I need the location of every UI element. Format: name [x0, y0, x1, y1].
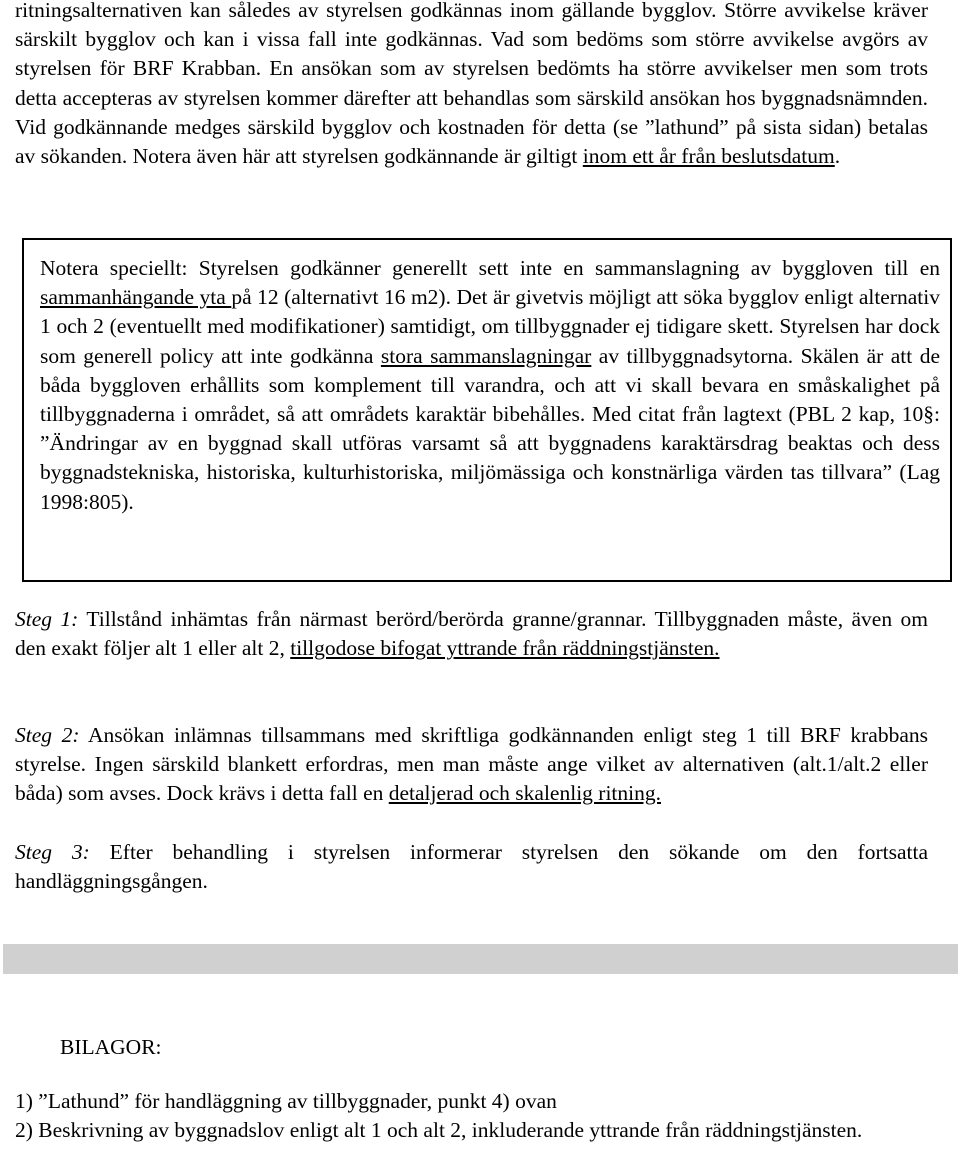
- note-text-1: Notera speciellt: Styrelsen godkänner generellt sett inte en sammanslagning av byggloven till en: [40, 256, 940, 280]
- note-box: [22, 238, 952, 582]
- attachments-list: [15, 1087, 945, 1145]
- step-1-text: Tillstånd inhämtas från närmast berörd/berörda granne/grannar. Tillbyggnaden måste, även om den exakt följer alt 1 eller alt 2,: [15, 607, 928, 661]
- intro-text-2: En ansökan som av styrelsen bedömts ha större avvikelser men som trots detta accepteras av styrelsen kommer därefter att behandlas som särskild ansökan hos byggnadsnämnden.: [15, 56, 928, 110]
- validity-period: inom ett år från beslutsdatum: [582, 144, 835, 169]
- intro-text-1: ritningsalternativen kan således av styrelsen godkännas inom gällande bygglov. Större avvikelse kräver särskilt bygglov och kan i vissa fall inte godkännas. Vad som bedöms som större avvikelse avgörs av styrelsen för BRF Krabban.: [15, 0, 928, 81]
- step-3: [15, 838, 928, 896]
- intro-paragraph: [15, 0, 928, 171]
- step-3-text: Efter behandling i styrelsen informerar styrelsen den sökande om den fortsatta handläggningsgången.: [15, 840, 928, 894]
- step-2-label: Steg 2:: [15, 723, 80, 747]
- note-text-3: av tillbyggnadsytorna. Skälen är att de båda byggloven erhållits som komplement till varandra, och att vi skall bevara en småskalighet på tillbyggnaderna i området, så att områdets karaktär bibehålles. Med citat från lagtext (PBL 2 kap, 10§: ”Ändringar av en byggnad skall utföras varsamt så att byggnadens karaktärsdrag beaktas och dess byggnadstekniska, historiska, kulturhistoriska, miljömässiga och konstnärliga värden tas tillvara” (Lag 1998:805).: [40, 343, 940, 514]
- attachment-item-2: 2) Beskrivning av byggnadslov enligt alt 1 och alt 2, inkluderande yttrande från räddningstjänsten.: [15, 1118, 863, 1143]
- intro-end-period: .: [834, 144, 841, 169]
- section-divider-band: [3, 944, 958, 974]
- step-1-underline: tillgodose bifogat yttrande från räddningstjänsten.: [290, 636, 720, 661]
- note-text-2: på 12 (alternativt 16 m2). Det är givetvis möjligt att söka bygglov enligt alternativ 1 och 2 (eventuellt med modifikationer) samtidigt, om tillbyggnader ej tidigare skett. Styrelsen har dock som generell policy att inte godkänna: [40, 285, 940, 368]
- step-2: [15, 721, 928, 809]
- step-2-text: Ansökan inlämnas tillsammans med skriftliga godkännanden enligt steg 1 till BRF krabbans styrelse. Ingen särskild blankett erfordras, men man måste ange vilket av alternativen (alt.1/alt.2 eller båda) som avses. Dock krävs i detta fall en: [15, 723, 928, 806]
- step-1-label: Steg 1:: [15, 607, 79, 631]
- attachment-item-1: 1) ”Lathund” för handläggning av tillbyggnader, punkt 4) ovan: [15, 1089, 557, 1113]
- step-1: [15, 605, 928, 663]
- note-paragraph: [40, 254, 940, 517]
- step-2-underline: detaljerad och skalenlig ritning.: [388, 781, 661, 806]
- step-3-label: Steg 3:: [15, 840, 90, 864]
- intro-text-3: Vid godkännande medges särskild bygglov och kostnaden för detta (se ”lathund” på sista sidan) betalas av sökanden. Notera även här att styrelsen godkännande är giltigt: [15, 114, 928, 169]
- note-underline-1: sammanhängande yta: [40, 285, 232, 310]
- note-underline-2: stora sammanslagningar: [380, 343, 592, 368]
- attachments-heading: BILAGOR:: [60, 1035, 162, 1059]
